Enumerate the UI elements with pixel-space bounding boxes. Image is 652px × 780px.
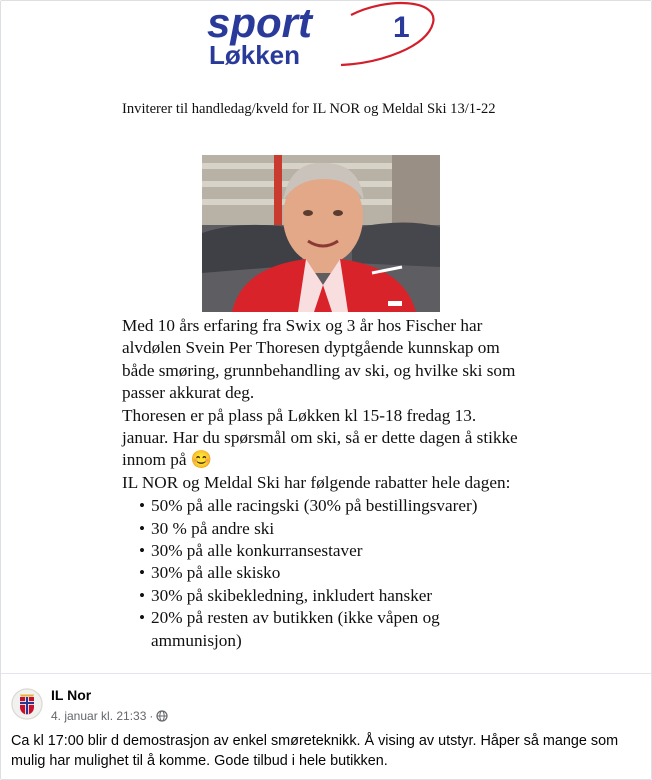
paragraph-experience: Med 10 års erfaring fra Swix og 3 år hos Fischer har alvdølen Svein Per Thoresen dyptgående kunnskap om både smøring, grunnbehandling av ski, og hvilke ski som passer akkurat deg.	[122, 316, 516, 403]
post-section	[1, 674, 651, 779]
meta-separator: ·	[149, 709, 154, 723]
list-item: • 30% på alle konkurransestaver	[139, 541, 363, 561]
list-item: • 20% på resten av butikken (ikke våpen og ammunisjon)	[139, 608, 440, 650]
list-item: • 30% på skibekledning, inkludert hansker	[139, 585, 433, 605]
list-item: • 50% på alle racingski (30% på bestillingsvarer)	[139, 496, 478, 516]
globe-icon[interactable]	[156, 710, 168, 722]
person-photo	[202, 155, 440, 312]
paragraph-discounts-intro: IL NOR og Meldal Ski har følgende rabatter hele dagen:	[122, 472, 511, 492]
poster-body-text	[122, 315, 522, 652]
sport1-logo	[201, 1, 441, 71]
list-item: • 30 % på andre ski	[139, 518, 275, 538]
discount-list	[122, 495, 522, 652]
post-timestamp[interactable]: 4. januar kl. 21:33	[51, 709, 147, 723]
paragraph-schedule: Thoresen er på plass på Løkken kl 15-18 fredag 13. januar. Har du spørsmål om ski, så er dette dagen å stikke innom på 😊	[122, 405, 518, 470]
shared-poster-image[interactable]	[1, 1, 651, 673]
logo-place-text: Løkken	[209, 40, 301, 70]
logo-sport-text: sport	[207, 1, 312, 46]
logo-one-text: 1	[393, 11, 410, 44]
avatar[interactable]	[11, 688, 43, 720]
list-item: • 30% på alle skisko	[139, 563, 281, 583]
post-author-name[interactable]: IL Nor	[51, 687, 92, 703]
invite-heading: Inviterer til handledag/kveld for IL NOR og Meldal Ski 13/1-22	[122, 101, 496, 117]
post-text: Ca kl 17:00 blir d demostrasjon av enkel smøreteknikk. Å vising av utstyr. Håper så mange som mulig har mulighet til å komme. Gode tilbud i hele butikken.	[11, 733, 619, 769]
post-meta	[51, 709, 168, 723]
